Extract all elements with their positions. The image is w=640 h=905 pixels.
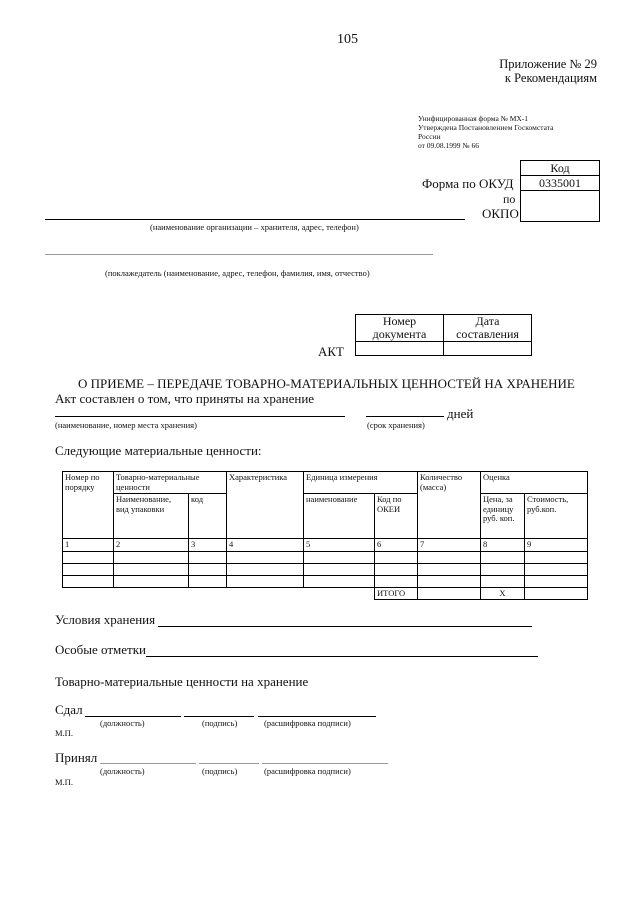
days-label: дней xyxy=(447,406,474,421)
total-x: Х xyxy=(481,587,525,600)
received-decoding-caption: (расшифровка подписи) xyxy=(264,766,351,776)
h-tmc: Товарно-материальные ценности xyxy=(114,472,227,494)
depositor-caption: (поклажедатель (наименование, адрес, телефон, фамилия, имя, отчество) xyxy=(105,268,370,278)
total-label: ИТОГО xyxy=(375,587,418,600)
handed-mp: М.П. xyxy=(55,728,73,738)
appendix-line2: к Рекомендациям xyxy=(504,71,597,85)
doc-date-cell[interactable] xyxy=(444,342,532,356)
place-caption: (наименование, номер места хранения) xyxy=(55,420,197,430)
values-table xyxy=(62,471,588,600)
h-unit-code: Код по ОКЕИ xyxy=(375,494,418,539)
special-notes-line[interactable] xyxy=(146,656,538,657)
col-number-row: 1 2 3 4 5 6 7 8 9 xyxy=(63,539,588,552)
table-row[interactable] xyxy=(63,563,588,575)
h-num: Номер по порядку xyxy=(63,472,114,539)
received-position-line[interactable] xyxy=(100,763,196,764)
tmc-storage-label: Товарно-материальные ценности на хранение xyxy=(55,674,309,689)
h-qty: Количество (масса) xyxy=(418,472,481,539)
total-row xyxy=(63,587,588,600)
act-doc-table xyxy=(355,314,532,356)
po-label: по xyxy=(503,192,516,206)
handed-decoding-line[interactable] xyxy=(258,716,376,717)
term-caption: (срок хранения) xyxy=(367,420,425,430)
place-line[interactable] xyxy=(55,416,345,417)
handed-decoding-caption: (расшифровка подписи) xyxy=(264,718,351,728)
following-label: Следующие материальные ценности: xyxy=(55,443,262,458)
act-made-text: Акт составлен о том, что приняты на хранение xyxy=(55,391,315,406)
appendix-line1: Приложение № 29 xyxy=(499,57,597,71)
h-char: Характеристика xyxy=(227,472,304,539)
handed-position-line[interactable] xyxy=(85,716,181,717)
h-unit-name: наименование xyxy=(304,494,375,539)
form-title: О ПРИЕМЕ – ПЕРЕДАЧЕ ТОВАРНО-МАТЕРИАЛЬНЫХ ЦЕННОСТЕЙ НА ХРАНЕНИЕ xyxy=(78,376,575,391)
act-label: АКТ xyxy=(318,344,344,359)
okpo-value[interactable] xyxy=(521,191,599,221)
table-row[interactable] xyxy=(63,551,588,563)
term-line[interactable] xyxy=(366,416,444,417)
handed-label: Сдал xyxy=(55,702,83,717)
received-label: Принял xyxy=(55,750,98,765)
okpo-label: ОКПО xyxy=(482,206,519,221)
doc-number-header: Номер документа xyxy=(356,315,444,342)
special-notes-label: Особые отметки xyxy=(55,642,146,657)
doc-date-header: Дата составления xyxy=(444,315,532,342)
h-code: код xyxy=(189,494,227,539)
depositor-line[interactable] xyxy=(45,254,433,255)
table-row[interactable] xyxy=(63,575,588,587)
received-mp: М.П. xyxy=(55,777,73,787)
storage-conditions-label: Условия хранения xyxy=(55,612,156,627)
h-cost: Стоимость, руб.коп. xyxy=(525,494,588,539)
page-number: 105 xyxy=(337,32,358,47)
code-box xyxy=(520,160,600,222)
code-header: Код xyxy=(521,161,599,176)
okud-value[interactable]: 0335001 xyxy=(521,176,599,191)
doc-number-cell[interactable] xyxy=(356,342,444,356)
okud-label: Форма по ОКУД xyxy=(422,176,514,191)
org-line[interactable] xyxy=(45,219,465,220)
storage-conditions-line[interactable] xyxy=(158,626,532,627)
h-eval: Оценка xyxy=(481,472,588,494)
handed-signature-line[interactable] xyxy=(184,716,254,717)
handed-position-caption: (должность) xyxy=(100,718,145,728)
h-unit: Единица измерения xyxy=(304,472,418,494)
handed-signature-caption: (подпись) xyxy=(202,718,238,728)
received-decoding-line[interactable] xyxy=(262,763,388,764)
received-signature-caption: (подпись) xyxy=(202,766,238,776)
org-caption: (наименование организации – хранителя, адрес, телефон) xyxy=(150,222,359,232)
received-position-caption: (должность) xyxy=(100,766,145,776)
h-name: Наименование, вид упаковки xyxy=(114,494,189,539)
h-price: Цена, за единицу руб. коп. xyxy=(481,494,525,539)
unified-form-note: Унифицированная форма № МХ-1 Утверждена Постановлением Госкомстата России от 09.08.1999 № 66 xyxy=(418,114,554,150)
received-signature-line[interactable] xyxy=(199,763,259,764)
